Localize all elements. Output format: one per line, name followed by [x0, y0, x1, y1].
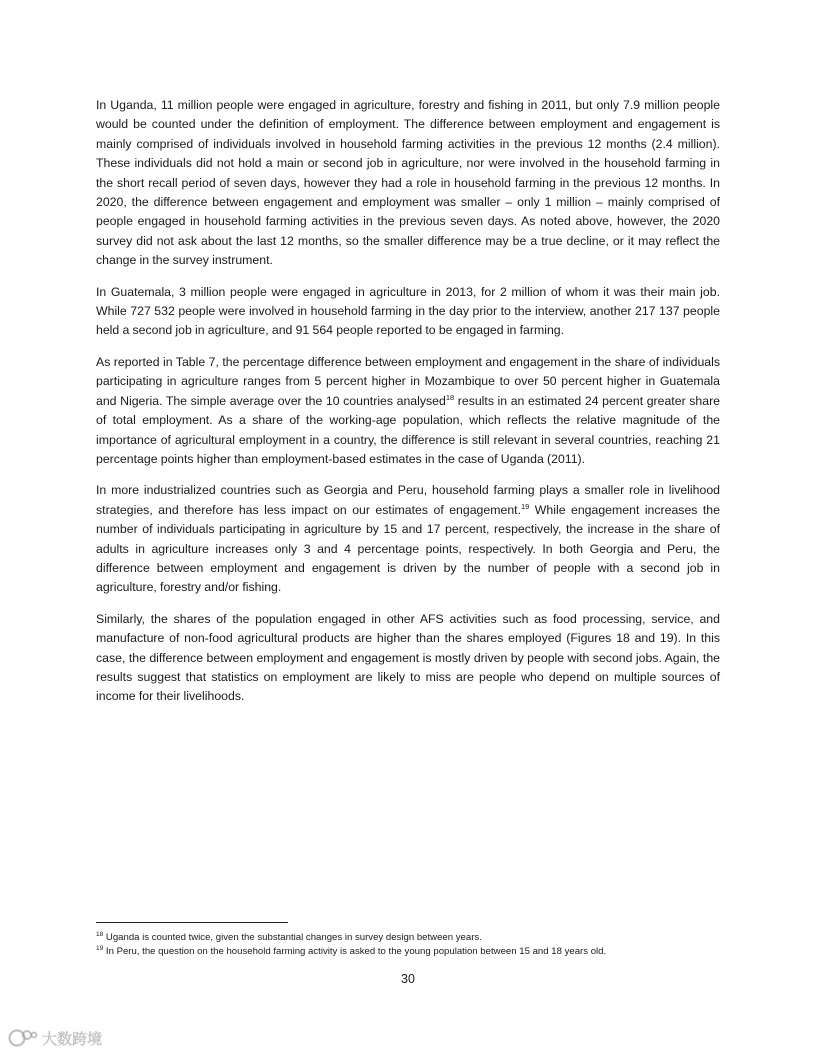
footnote-18: [96, 931, 736, 945]
paragraph-text: results in an estimated 24 percent greater share of total employment. As a share of the working-age population, which reflects the relative magnitude of the importance of agricultural employment in a country, the difference is still relevant in several countries, reaching 21 percentage points higher than employment-based estimates in the case of Uganda (2011).: [96, 393, 720, 466]
paragraph-text: In more industrialized countries such as Georgia and Peru, household farming plays a smaller role in livelihood strategies, and therefore has less impact on our estimates of engagement.: [96, 483, 720, 517]
paragraph-text: Similarly, the shares of the population engaged in other AFS activities such as food processing, service, and manufacture of non-food agricultural products are higher than the shares employed (Figures 18 and 19). In this case, the difference between employment and engagement is mostly driven by people with second jobs. Again, the results suggest that statistics on employment are likely to miss are people who depend on multiple sources of income for their livelihoods.: [96, 611, 720, 704]
paragraph-text: While engagement increases the number of individuals participating in agriculture by 15 and 17 percent, respectively, the increase in the share of adults in agriculture increases only 3 and 4 percentage points, respectively. In both Georgia and Peru, the difference between employment and engagement is driven by the number of people with a second job in agriculture, forestry and/or fishing.: [96, 502, 720, 595]
footnote-ref-18[interactable]: 18: [445, 392, 455, 402]
footnotes: [96, 931, 736, 959]
paragraph-text: In Guatemala, 3 million people were engaged in agriculture in 2013, for 2 million of whom it was their main job. While 727 532 people were involved in household farming in the day prior to the interview, another 217 137 people held a second job in agriculture, and 91 564 people reported to be engaged in farming.: [96, 284, 720, 338]
paragraph-industrialized: [96, 481, 720, 597]
watermark-text: 大数跨境: [42, 1030, 103, 1048]
paragraph-text: In Uganda, 11 million people were engaged in agriculture, forestry and fishing in 2011, but only 7.9 million people would be counted under the definition of employment. The difference between employment and engagement is mainly comprised of individuals involved in household farming activities in the previous 12 months (2.4 million). These individuals did not hold a main or second job in agriculture, nor were involved in the household farming in the short recall period of seven days, however they had a role in household farming in the previous 12 months. In 2020, the difference between engagement and employment was smaller – only 1 million – mainly comprised of people engaged in household farming activities in the previous seven days. As noted above, however, the 2020 survey did not ask about the last 12 months, so the smaller difference may be a true decline, or it may reflect the change in the survey instrument.: [96, 98, 720, 268]
page-number: 30: [401, 972, 415, 986]
watermark: [8, 1026, 102, 1050]
body-text: [96, 96, 720, 719]
paragraph-afs: [96, 610, 720, 707]
footnote-text: In Peru, the question on the household farming activity is asked to the young population between 15 and 18 years old.: [103, 946, 607, 957]
paragraph-text: As reported in Table 7, the percentage difference between employment and engagement in the share of individuals participating in agriculture ranges from 5 percent higher in Mozambique to over 50 percent higher in Guatemala and Nigeria. The simple average over the 10 countries analysed: [96, 354, 720, 408]
footnote-text: Uganda is counted twice, given the substantial changes in survey design between years.: [103, 932, 482, 943]
footnote-number: 19: [96, 944, 104, 952]
footnote-divider: [96, 922, 288, 923]
paragraph-table7: [96, 353, 720, 469]
footnote-ref-19[interactable]: 19: [521, 501, 530, 511]
paragraph-guatemala: [96, 283, 720, 341]
watermark-logo-icon: [8, 1027, 38, 1049]
footnote-number: 18: [96, 930, 104, 938]
footnote-19: [96, 945, 736, 959]
paragraph-uganda: [96, 96, 720, 271]
